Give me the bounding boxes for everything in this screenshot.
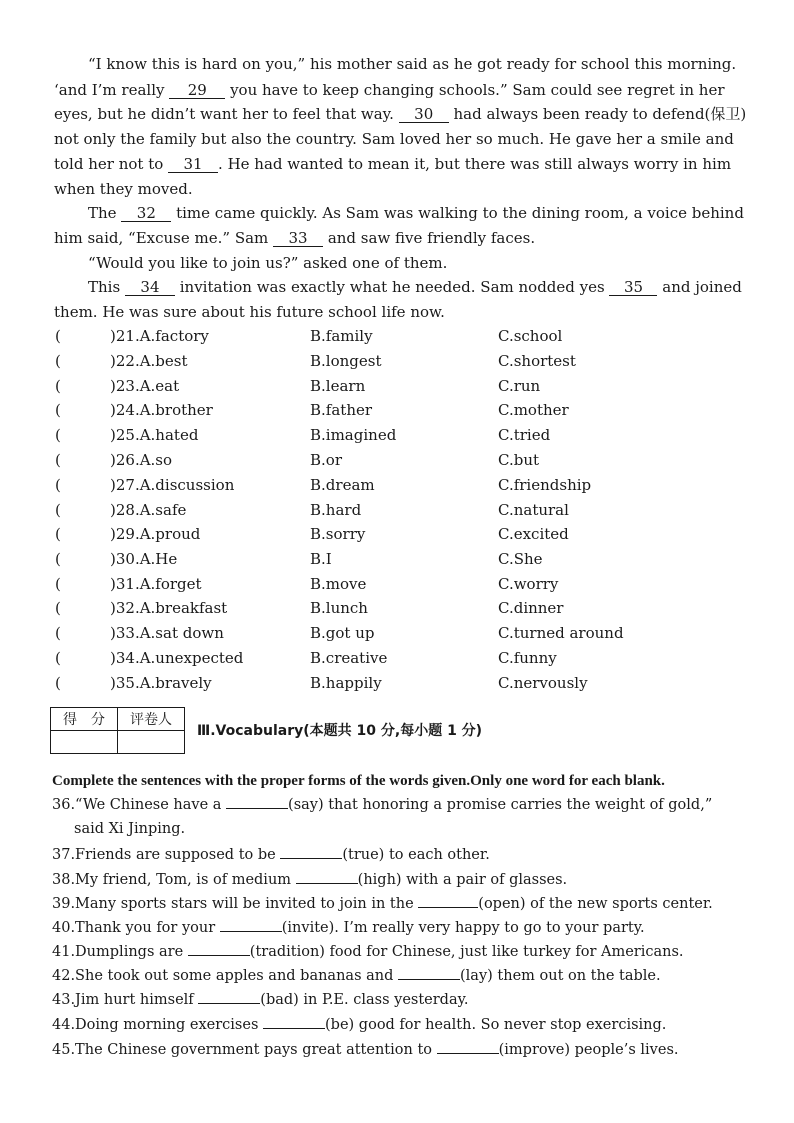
- score-cell[interactable]: [51, 731, 118, 754]
- passage-line-2: [54, 80, 725, 100]
- option-b[interactable]: B.longest: [310, 352, 382, 370]
- vocab-text: 38.My friend, Tom, is of medium: [52, 872, 292, 888]
- vocab-item-37: [52, 845, 490, 865]
- vocab-text: 42.She took out some apples and bananas and: [52, 968, 394, 984]
- option-c[interactable]: C.worry: [498, 575, 559, 593]
- section-instruction: Complete the sentences with the proper forms of the words given.Only one word for each blank.: [52, 773, 665, 789]
- option-b[interactable]: B.learn: [310, 377, 366, 395]
- score-label: 得 分: [51, 708, 118, 731]
- passage-text: . He had wanted to mean it, but there was still always worry in him: [218, 155, 732, 173]
- vocab-text: 41.Dumplings are: [52, 944, 184, 960]
- vocab-item-38: [52, 870, 567, 890]
- answer-paren[interactable]: (: [55, 426, 61, 444]
- option-a[interactable]: )28.A.safe: [110, 501, 187, 519]
- answer-paren[interactable]: (: [55, 352, 61, 370]
- answer-paren[interactable]: (: [55, 624, 61, 642]
- vocab-text: 40.Thank you for your: [52, 920, 216, 936]
- option-c[interactable]: C.excited: [498, 525, 569, 543]
- option-b[interactable]: B.got up: [310, 624, 375, 642]
- passage-text: eyes, but he didn’t want her to feel that way.: [54, 105, 394, 123]
- vocab-item-45: [52, 1040, 679, 1060]
- option-a[interactable]: )32.A.breakfast: [110, 599, 228, 617]
- answer-paren[interactable]: (: [55, 599, 61, 617]
- answer-blank[interactable]: [188, 955, 250, 956]
- vocab-item-39: [52, 894, 713, 914]
- answer-blank[interactable]: [263, 1028, 325, 1029]
- option-a[interactable]: )21.A.factory: [110, 327, 209, 345]
- option-a[interactable]: )27.A.discussion: [110, 476, 235, 494]
- passage-text: The: [88, 204, 117, 222]
- passage-line-10: [88, 277, 742, 297]
- option-b[interactable]: B.hard: [310, 501, 362, 519]
- vocab-text: 39.Many sports stars will be invited to join in the: [52, 896, 414, 912]
- vocab-text: (tradition) food for Chinese, just like turkey for Americans.: [249, 944, 684, 960]
- option-c[interactable]: C.mother: [498, 401, 569, 419]
- blank-34[interactable]: 34: [125, 279, 175, 296]
- passage-line-4: not only the family but also the country. Sam loved her so much. He gave her a smile and: [54, 130, 734, 148]
- option-c[interactable]: C.but: [498, 451, 540, 469]
- grader-cell[interactable]: [118, 731, 185, 754]
- passage-text: time came quickly. As Sam was walking to the dining room, a voice behind: [176, 204, 744, 222]
- vocab-text: (bad) in P.E. class yesterday.: [260, 992, 469, 1008]
- option-b[interactable]: B.creative: [310, 649, 388, 667]
- option-a[interactable]: )30.A.He: [110, 550, 178, 568]
- option-a[interactable]: )29.A.proud: [110, 525, 201, 543]
- score-box: [50, 707, 185, 754]
- option-c[interactable]: C.run: [498, 377, 541, 395]
- option-a[interactable]: )24.A.brother: [110, 401, 213, 419]
- vocab-text: 43.Jim hurt himself: [52, 992, 194, 1008]
- vocab-item-42: [52, 966, 661, 986]
- option-b[interactable]: B.dream: [310, 476, 375, 494]
- answer-blank[interactable]: [198, 1003, 260, 1004]
- answer-paren[interactable]: (: [55, 674, 61, 692]
- passage-line-8: [54, 228, 535, 248]
- option-c[interactable]: C.turned around: [498, 624, 624, 642]
- option-c[interactable]: C.natural: [498, 501, 569, 519]
- answer-paren[interactable]: (: [55, 575, 61, 593]
- grader-label: 评卷人: [118, 708, 185, 731]
- answer-paren[interactable]: (: [55, 327, 61, 345]
- option-a[interactable]: )31.A.forget: [110, 575, 202, 593]
- vocab-item-44: [52, 1015, 666, 1035]
- vocab-item-41: [52, 942, 684, 962]
- answer-paren[interactable]: (: [55, 451, 61, 469]
- passage-text: This: [88, 278, 121, 296]
- passage-line-3: [54, 104, 746, 124]
- vocab-text: (lay) them out on the table.: [460, 968, 661, 984]
- vocab-item-36: [52, 795, 712, 815]
- option-b[interactable]: B.happily: [310, 674, 382, 692]
- option-a[interactable]: )35.A.bravely: [110, 674, 212, 692]
- vocab-text: (true) to each other.: [342, 847, 490, 863]
- answer-blank[interactable]: [296, 883, 358, 884]
- option-a[interactable]: )23.A.eat: [110, 377, 180, 395]
- blank-29[interactable]: 29: [169, 82, 225, 99]
- blank-30[interactable]: 30: [399, 106, 449, 123]
- vocab-text: 36.“We Chinese have a: [52, 797, 222, 813]
- option-c[interactable]: C.nervously: [498, 674, 588, 692]
- vocab-text: (open) of the new sports center.: [478, 896, 713, 912]
- passage-text: him said, “Excuse me.” Sam: [54, 229, 269, 247]
- passage-text: invitation was exactly what he needed. Sam nodded yes: [179, 278, 605, 296]
- blank-31[interactable]: 31: [168, 156, 218, 173]
- passage-text: ‘and I’m really: [54, 81, 165, 99]
- option-b[interactable]: B.father: [310, 401, 373, 419]
- passage-text: had always been ready to defend(保卫): [453, 105, 747, 123]
- blank-33[interactable]: 33: [273, 230, 323, 247]
- vocab-text: 45.The Chinese government pays great attention to: [52, 1042, 433, 1058]
- blank-35[interactable]: 35: [609, 279, 657, 296]
- answer-blank[interactable]: [437, 1053, 499, 1054]
- option-a[interactable]: )25.A.hated: [110, 426, 199, 444]
- answer-paren[interactable]: (: [55, 501, 61, 519]
- answer-paren[interactable]: (: [55, 550, 61, 568]
- passage-text: and joined: [662, 278, 742, 296]
- option-b[interactable]: B.imagined: [310, 426, 397, 444]
- passage-line-11: them. He was sure about his future school life now.: [54, 303, 445, 321]
- vocab-text: 44.Doing morning exercises: [52, 1017, 259, 1033]
- passage-line-6: when they moved.: [54, 180, 193, 198]
- option-c[interactable]: C.funny: [498, 649, 557, 667]
- answer-paren[interactable]: (: [55, 401, 61, 419]
- option-c[interactable]: C.shortest: [498, 352, 576, 370]
- passage-line-9: “Would you like to join us?” asked one of them.: [88, 254, 448, 272]
- passage-line-7: [88, 203, 744, 223]
- answer-paren[interactable]: (: [55, 377, 61, 395]
- vocab-text: (say) that honoring a promise carries the weight of gold,”: [288, 797, 713, 813]
- option-a[interactable]: )22.A.best: [110, 352, 188, 370]
- vocab-text: (high) with a pair of glasses.: [357, 872, 568, 888]
- option-b[interactable]: B.family: [310, 327, 373, 345]
- section-title: Ⅲ.Vocabulary(本题共 10 分,每小题 1 分): [197, 723, 483, 739]
- blank-32[interactable]: 32: [121, 205, 171, 222]
- option-c[interactable]: C.tried: [498, 426, 551, 444]
- option-c[interactable]: C.She: [498, 550, 543, 568]
- option-a[interactable]: )34.A.unexpected: [110, 649, 244, 667]
- option-b[interactable]: B.sorry: [310, 525, 366, 543]
- answer-paren[interactable]: (: [55, 476, 61, 494]
- vocab-text: (invite). I’m really very happy to go to your party.: [281, 920, 645, 936]
- option-c[interactable]: C.school: [498, 327, 563, 345]
- answer-blank[interactable]: [226, 808, 288, 809]
- option-b[interactable]: B.I: [310, 550, 332, 568]
- vocab-item-36-cont: said Xi Jinping.: [74, 821, 186, 837]
- passage-text: told her not to: [54, 155, 164, 173]
- vocab-text: (improve) people’s lives.: [498, 1042, 679, 1058]
- answer-paren[interactable]: (: [55, 525, 61, 543]
- answer-blank[interactable]: [220, 931, 282, 932]
- vocab-text: (be) good for health. So never stop exercising.: [325, 1017, 667, 1033]
- option-b[interactable]: B.move: [310, 575, 367, 593]
- passage-line-1: “I know this is hard on you,” his mother said as he got ready for school this morning.: [88, 55, 737, 73]
- answer-paren[interactable]: (: [55, 649, 61, 667]
- vocab-item-40: [52, 918, 645, 938]
- vocab-text: 37.Friends are supposed to be: [52, 847, 276, 863]
- answer-blank[interactable]: [398, 979, 460, 980]
- option-b[interactable]: B.lunch: [310, 599, 368, 617]
- passage-line-5: [54, 154, 731, 174]
- passage-text: and saw five friendly faces.: [327, 229, 536, 247]
- option-c[interactable]: C.friendship: [498, 476, 592, 494]
- option-b[interactable]: B.or: [310, 451, 342, 469]
- answer-blank[interactable]: [280, 858, 342, 859]
- answer-blank[interactable]: [418, 907, 478, 908]
- option-a[interactable]: )26.A.so: [110, 451, 173, 469]
- passage-text: you have to keep changing schools.” Sam could see regret in her: [230, 81, 725, 99]
- vocab-item-43: [52, 990, 468, 1010]
- option-c[interactable]: C.dinner: [498, 599, 564, 617]
- option-a[interactable]: )33.A.sat down: [110, 624, 224, 642]
